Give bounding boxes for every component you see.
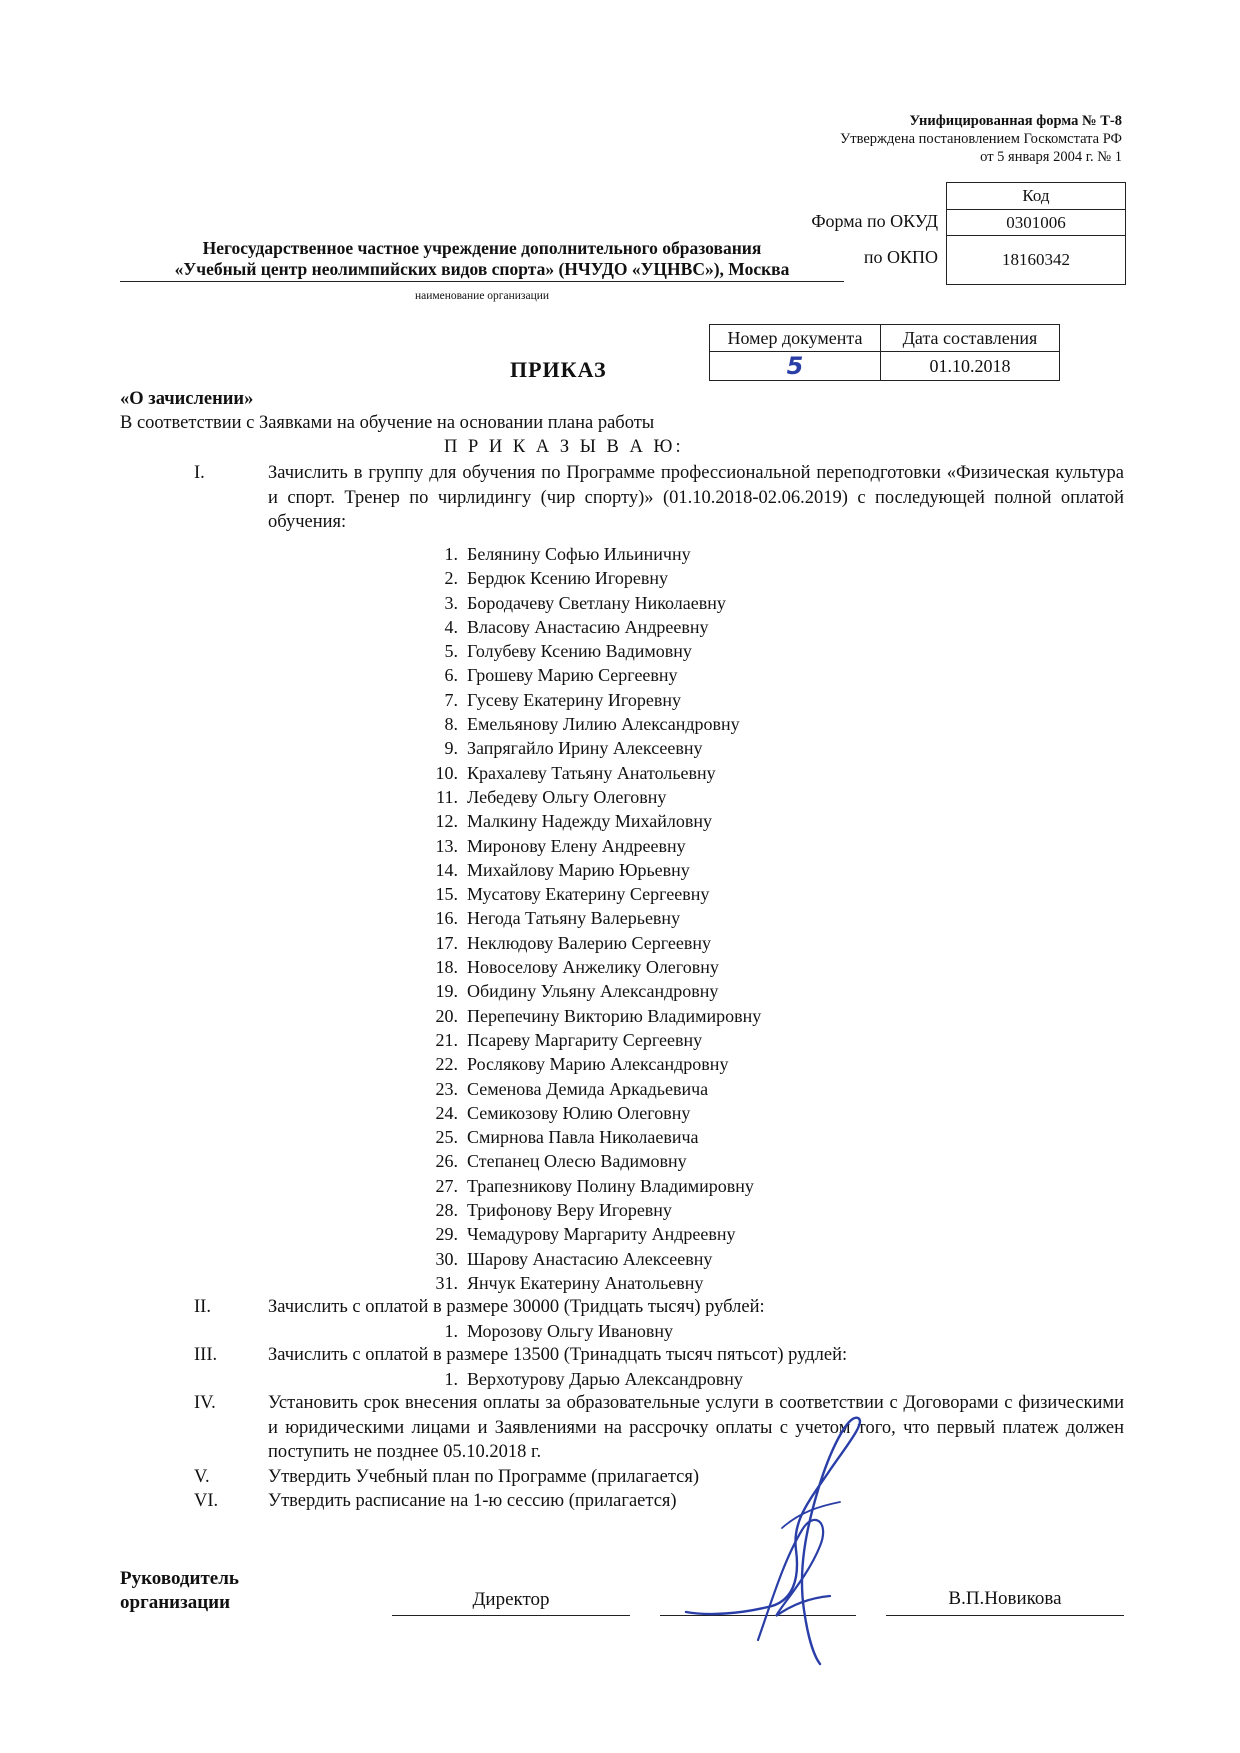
section-4 [194, 1391, 1124, 1465]
list-item-name: Гусеву Екатерину Игоревну [467, 689, 681, 710]
list-item-name: Голубеву Ксению Вадимовну [467, 641, 692, 662]
list-item-number: 31. [435, 1272, 458, 1293]
okpo-value: 18160342 [1002, 250, 1070, 269]
list-item [410, 955, 761, 979]
list-item [410, 931, 761, 955]
document-basis: В соответствии с Заявками на обучение на основании плана работы [120, 413, 655, 433]
list-item [410, 834, 761, 858]
list-item-name: Трапезникову Полину Владимировну [467, 1175, 754, 1196]
list-item-name: Чемадурову Маргариту Андреевну [467, 1224, 736, 1245]
list-item-number: 18. [435, 957, 458, 978]
name-line [886, 1614, 1124, 1616]
signatory-position: Директор [472, 1589, 550, 1610]
section-3 [194, 1343, 1124, 1368]
list-item-name: Семикозову Юлию Олеговну [467, 1102, 691, 1123]
list-item-name: Степанец Олесю Вадимовну [467, 1151, 687, 1172]
list-item-number: 30. [435, 1248, 458, 1269]
section-numeral: V. [194, 1467, 210, 1487]
list-item-name: Запрягайло Ирину Алексеевну [467, 738, 703, 759]
section-text: Утвердить расписание на 1-ю сессию (прилагается) [268, 1491, 677, 1511]
list-item [410, 1125, 761, 1149]
handwritten-number: 5 [786, 352, 804, 380]
list-item [410, 542, 761, 566]
list-item-name: Обидину Ульяну Александровну [467, 981, 719, 1002]
list-item-number: 2. [444, 568, 458, 589]
section-numeral: III. [194, 1345, 218, 1365]
list-item-number: 22. [435, 1054, 458, 1075]
list-item [410, 1004, 761, 1028]
document-number-value [710, 352, 881, 381]
list-item-number: 13. [435, 835, 458, 856]
list-item-number: 19. [435, 981, 458, 1002]
list-item-name: Емельянову Лилию Александровну [467, 714, 740, 735]
section-5 [194, 1465, 1124, 1490]
okud-label: Форма по ОКУД [811, 211, 938, 231]
list-item-number: 7. [444, 689, 458, 710]
list-item-number: 1. [444, 544, 458, 564]
list-item-name: Миронову Елену Андреевну [467, 835, 686, 856]
organization-line-1: Негосударственное частное учреждение дополнительного образования [202, 238, 762, 258]
students-full-payment-list [410, 542, 761, 1295]
section-numeral: II. [194, 1297, 211, 1317]
list-item-number: 1. [444, 1369, 458, 1389]
list-item-name: Власову Анастасию Андреевну [467, 616, 709, 637]
list-item-number: 29. [435, 1224, 458, 1245]
signatory-name: В.П.Новикова [948, 1588, 1062, 1609]
list-item-number: 23. [435, 1078, 458, 1099]
okpo-label: по ОКПО [863, 247, 938, 267]
document-title: ПРИКАЗ [510, 357, 607, 382]
list-item [410, 858, 761, 882]
form-approval-date: от 5 января 2004 г. № 1 [980, 149, 1122, 165]
list-item [410, 615, 761, 639]
section-text: Зачислить в группу для обучения по Программе профессиональной переподготовки «Физическая культура и спорт. Тренер по чирлидингу (чир спорту)» (01.10.2018-02.06.2019) с последующей полной оплатой обучения: [268, 463, 1124, 532]
orders-word: П Р И К А З Ы В А Ю: [444, 437, 684, 457]
list-item [410, 639, 761, 663]
list-item [410, 882, 761, 906]
list-item-name: Белянину Софью Ильиничну [467, 544, 691, 564]
form-name: Унифицированная форма № Т-8 [909, 113, 1122, 129]
form-approval: Утверждена постановлением Госкомстата РФ [839, 131, 1122, 147]
list-item-number: 25. [435, 1127, 458, 1148]
list-item [410, 712, 761, 736]
list-item-number: 8. [444, 714, 458, 735]
organization-name [120, 238, 844, 282]
list-item-name: Михайлову Марию Юрьевну [467, 859, 690, 880]
list-item-name: Семенова Демида Аркадьевича [467, 1078, 709, 1099]
list-item-name: Рослякову Марию Александровну [467, 1054, 729, 1075]
list-item-name: Перепечину Викторию Владимировну [467, 1005, 762, 1026]
codes-table [946, 182, 1126, 285]
section-text: Зачислить с оплатой в размере 30000 (Тридцать тысяч) рублей: [268, 1297, 765, 1317]
list-item [410, 1101, 761, 1125]
list-item-number: 15. [435, 884, 458, 905]
form-header [840, 112, 1122, 166]
list-item-name: Лебедеву Ольгу Олеговну [467, 786, 667, 807]
head-title-line-1: Руководитель [120, 1568, 239, 1589]
list-item [410, 1247, 761, 1271]
list-item [410, 663, 761, 687]
section-1 [194, 461, 1124, 535]
list-item-name: Бородачеву Светлану Николаевну [467, 592, 726, 613]
list-item [410, 1222, 761, 1246]
list-item-name: Бердюк Ксению Игоревну [467, 568, 668, 589]
list-item-name: Неклюдову Валерию Сергеевну [467, 932, 711, 953]
list-item-number: 14. [435, 859, 458, 880]
position-line [392, 1614, 630, 1616]
document-number-table [709, 324, 1060, 381]
head-title [120, 1567, 239, 1615]
list-item-number: 11. [436, 786, 458, 807]
list-item-number: 3. [444, 592, 458, 613]
okud-value: 0301006 [947, 210, 1125, 236]
list-item-number: 4. [444, 616, 458, 637]
list-item-name: Шарову Анастасию Алексеевну [467, 1248, 713, 1269]
section-2 [194, 1295, 1124, 1320]
list-item-name: Грошеву Марию Сергеевну [467, 665, 678, 686]
list-item-name: Малкину Надежду Михайловну [467, 811, 713, 832]
list-item [410, 1077, 761, 1101]
list-item [410, 906, 761, 930]
list-item [410, 809, 761, 833]
list-item-name: Псареву Маргариту Сергеевну [467, 1029, 703, 1050]
list-item [410, 1198, 761, 1222]
document-number-header: Номер документа [710, 325, 881, 352]
list-item-number: 1. [444, 1321, 458, 1341]
list-item [410, 1149, 761, 1173]
list-item-number: 28. [435, 1200, 458, 1221]
organization-line-2: «Учебный центр неолимпийских видов спорта» (НЧУДО «УЦНВС»), Москва [120, 259, 844, 282]
list-item-name: Трифонову Веру Игоревну [467, 1200, 672, 1221]
list-item [410, 591, 761, 615]
list-item [410, 1052, 761, 1076]
codes-header: Код [947, 183, 1125, 210]
handwritten-signature [680, 1410, 900, 1670]
document-date-header: Дата составления [881, 325, 1060, 352]
list-item [410, 1367, 743, 1391]
list-item-number: 16. [435, 908, 458, 929]
section-numeral: VI. [194, 1491, 219, 1511]
list-item [410, 688, 761, 712]
list-item-number: 17. [435, 932, 458, 953]
list-item-number: 27. [435, 1175, 458, 1196]
list-item [410, 1174, 761, 1198]
list-item-name: Янчук Екатерину Анатольевну [467, 1272, 704, 1293]
list-item [410, 785, 761, 809]
section-numeral: IV. [194, 1393, 216, 1413]
list-item [410, 979, 761, 1003]
head-title-line-2: организации [120, 1592, 231, 1613]
section-numeral: I. [194, 463, 205, 483]
list-item [410, 1028, 761, 1052]
list-item [410, 761, 761, 785]
list-item-number: 9. [444, 738, 458, 759]
list-item [410, 566, 761, 590]
list-item-number: 10. [435, 762, 458, 783]
section-text: Установить срок внесения оплаты за образовательные услуги в соответствии с Договорами с физическими и юридическими лицами и Заявлениями на рассрочку оплаты с учетом того, что первый платеж должен поступить не позднее 05.10.2018 г. [268, 1393, 1124, 1462]
organization-caption: наименование организации [414, 290, 550, 302]
list-item-number: 6. [444, 665, 458, 686]
section-text: Зачислить с оплатой в размере 13500 (Тринадцать тысяч пятьсот) рудлей: [268, 1345, 848, 1365]
list-item-name: Негода Татьяну Валерьевну [467, 908, 681, 929]
list-item-name: Морозову Ольгу Ивановну [467, 1321, 674, 1341]
list-item-number: 5. [444, 641, 458, 662]
list-item-number: 12. [435, 811, 458, 832]
list-item-name: Верхотурову Дарью Александровну [467, 1369, 743, 1389]
list-item [410, 736, 761, 760]
section-text: Утвердить Учебный план по Программе (прилагается) [268, 1467, 700, 1487]
list-item-name: Новоселову Анжелику Олеговну [467, 957, 719, 978]
list-item-number: 21. [435, 1029, 458, 1050]
list-item [410, 1271, 761, 1295]
section-6 [194, 1489, 1124, 1514]
list-item-number: 26. [435, 1151, 458, 1172]
document-subject: «О зачислении» [120, 389, 254, 409]
list-item-name: Смирнова Павла Николаевича [467, 1127, 699, 1148]
list-item [410, 1319, 673, 1343]
list-item-name: Мусатову Екатерину Сергеевну [467, 884, 710, 905]
list-item-number: 24. [435, 1102, 458, 1123]
document-date-value: 01.10.2018 [881, 352, 1060, 381]
list-item-name: Крахалеву Татьяну Анатольевну [467, 762, 716, 783]
list-item-number: 20. [435, 1005, 458, 1026]
